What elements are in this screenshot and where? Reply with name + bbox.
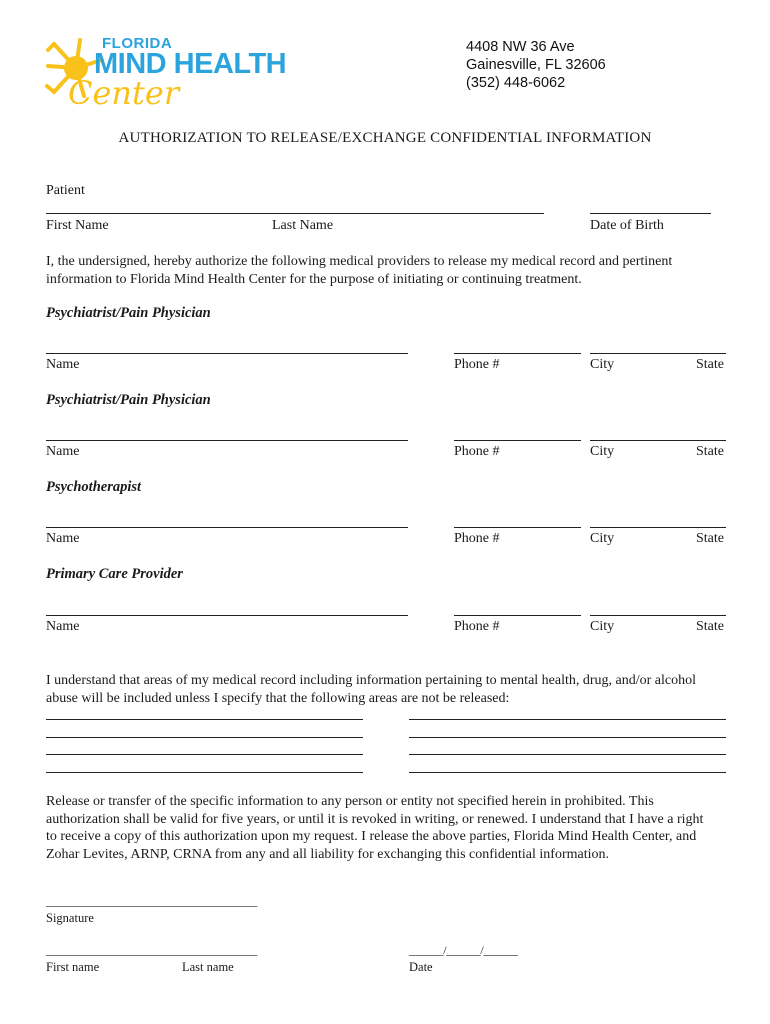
printed-name-line[interactable]: _____________________________________ [46,943,257,957]
provider-city-label: City [590,619,615,634]
address-city: Gainesville, FL 32606 [466,57,606,73]
logo-line3: Center [68,74,180,112]
provider-city-label: City [590,357,615,372]
provider-city-label: City [590,531,615,546]
provider-city-state-line[interactable] [590,353,726,354]
provider-phone-line[interactable] [454,353,581,354]
patient-first-name-label: First Name [46,218,109,233]
printed-last-name-label: Last name [182,960,234,974]
release-statement: Release or transfer of the specific information to any person or entity not specified herein in prohibited. This authorization shall be valid for five years, or until it is revoked in writing, or renewed. I understand that I have a right to receive a copy of this authorization upon my request. I release the above parties, Florida Mind Health Center, and Zohar Levites, ARNP, CRNA from any and all liability for exchanging this confidential information. [46,794,704,862]
provider-phone-label: Phone # [454,531,500,546]
logo-line2: MIND HEALTH [94,48,287,80]
patient-last-name-label: Last Name [272,218,334,233]
patient-heading: Patient [46,183,85,198]
provider-city-state-line[interactable] [590,527,726,528]
authorization-statement: I, the undersigned, hereby authorize the following medical providers to release my medical record and pertinent information to Florida Mind Health Center for the purpose of initiating or continuing treatment. [46,254,673,287]
signature-label: Signature [46,911,94,925]
exclusion-statement: I understand that areas of my medical record including information pertaining to mental health, drug, and/or alcohol abuse will be included unless I specify that the following areas are not be released: [46,673,697,706]
provider-name-line[interactable] [46,527,408,528]
address-phone: (352) 448-6062 [466,75,566,91]
exclusion-line[interactable] [409,754,726,755]
provider-phone-line[interactable] [454,615,581,616]
provider-city-state-line[interactable] [590,615,726,616]
provider-name-line[interactable] [46,353,408,354]
date-line[interactable]: ______/______/______ [409,943,518,957]
exclusion-line[interactable] [46,719,363,720]
provider-city-state-line[interactable] [590,440,726,441]
clinic-address [466,38,606,92]
provider-name-label: Name [46,444,80,459]
exclusion-line[interactable] [46,754,363,755]
exclusion-line[interactable] [409,737,726,738]
printed-first-name-label: First name [46,960,100,974]
provider-heading: Psychiatrist/Pain Physician [46,392,211,408]
logo-line1: FLORIDA [102,35,173,52]
provider-name-line[interactable] [46,440,408,441]
address-street: 4408 NW 36 Ave [466,39,575,55]
provider-state-label: State [696,531,724,546]
provider-state-label: State [696,357,724,372]
date-label: Date [409,960,433,974]
provider-name-label: Name [46,531,80,546]
patient-name-line[interactable] [46,213,544,214]
provider-name-label: Name [46,357,80,372]
form-title: AUTHORIZATION TO RELEASE/EXCHANGE CONFIDENTIAL INFORMATION [118,130,652,146]
provider-phone-line[interactable] [454,440,581,441]
provider-phone-label: Phone # [454,444,500,459]
provider-heading: Psychotherapist [46,479,142,495]
provider-state-label: State [696,444,724,459]
exclusion-line[interactable] [46,737,363,738]
exclusion-line[interactable] [46,772,363,773]
dob-line[interactable] [590,213,711,214]
provider-phone-line[interactable] [454,527,581,528]
provider-name-line[interactable] [46,615,408,616]
provider-heading: Psychiatrist/Pain Physician [46,305,211,321]
provider-heading: Primary Care Provider [46,566,183,582]
provider-state-label: State [696,619,724,634]
provider-city-label: City [590,444,615,459]
dob-label: Date of Birth [590,218,664,233]
logo [44,30,334,112]
exclusion-line[interactable] [409,772,726,773]
signature-line[interactable]: _____________________________________ [46,894,257,908]
provider-phone-label: Phone # [454,619,500,634]
provider-name-label: Name [46,619,80,634]
exclusion-line[interactable] [409,719,726,720]
provider-phone-label: Phone # [454,357,500,372]
